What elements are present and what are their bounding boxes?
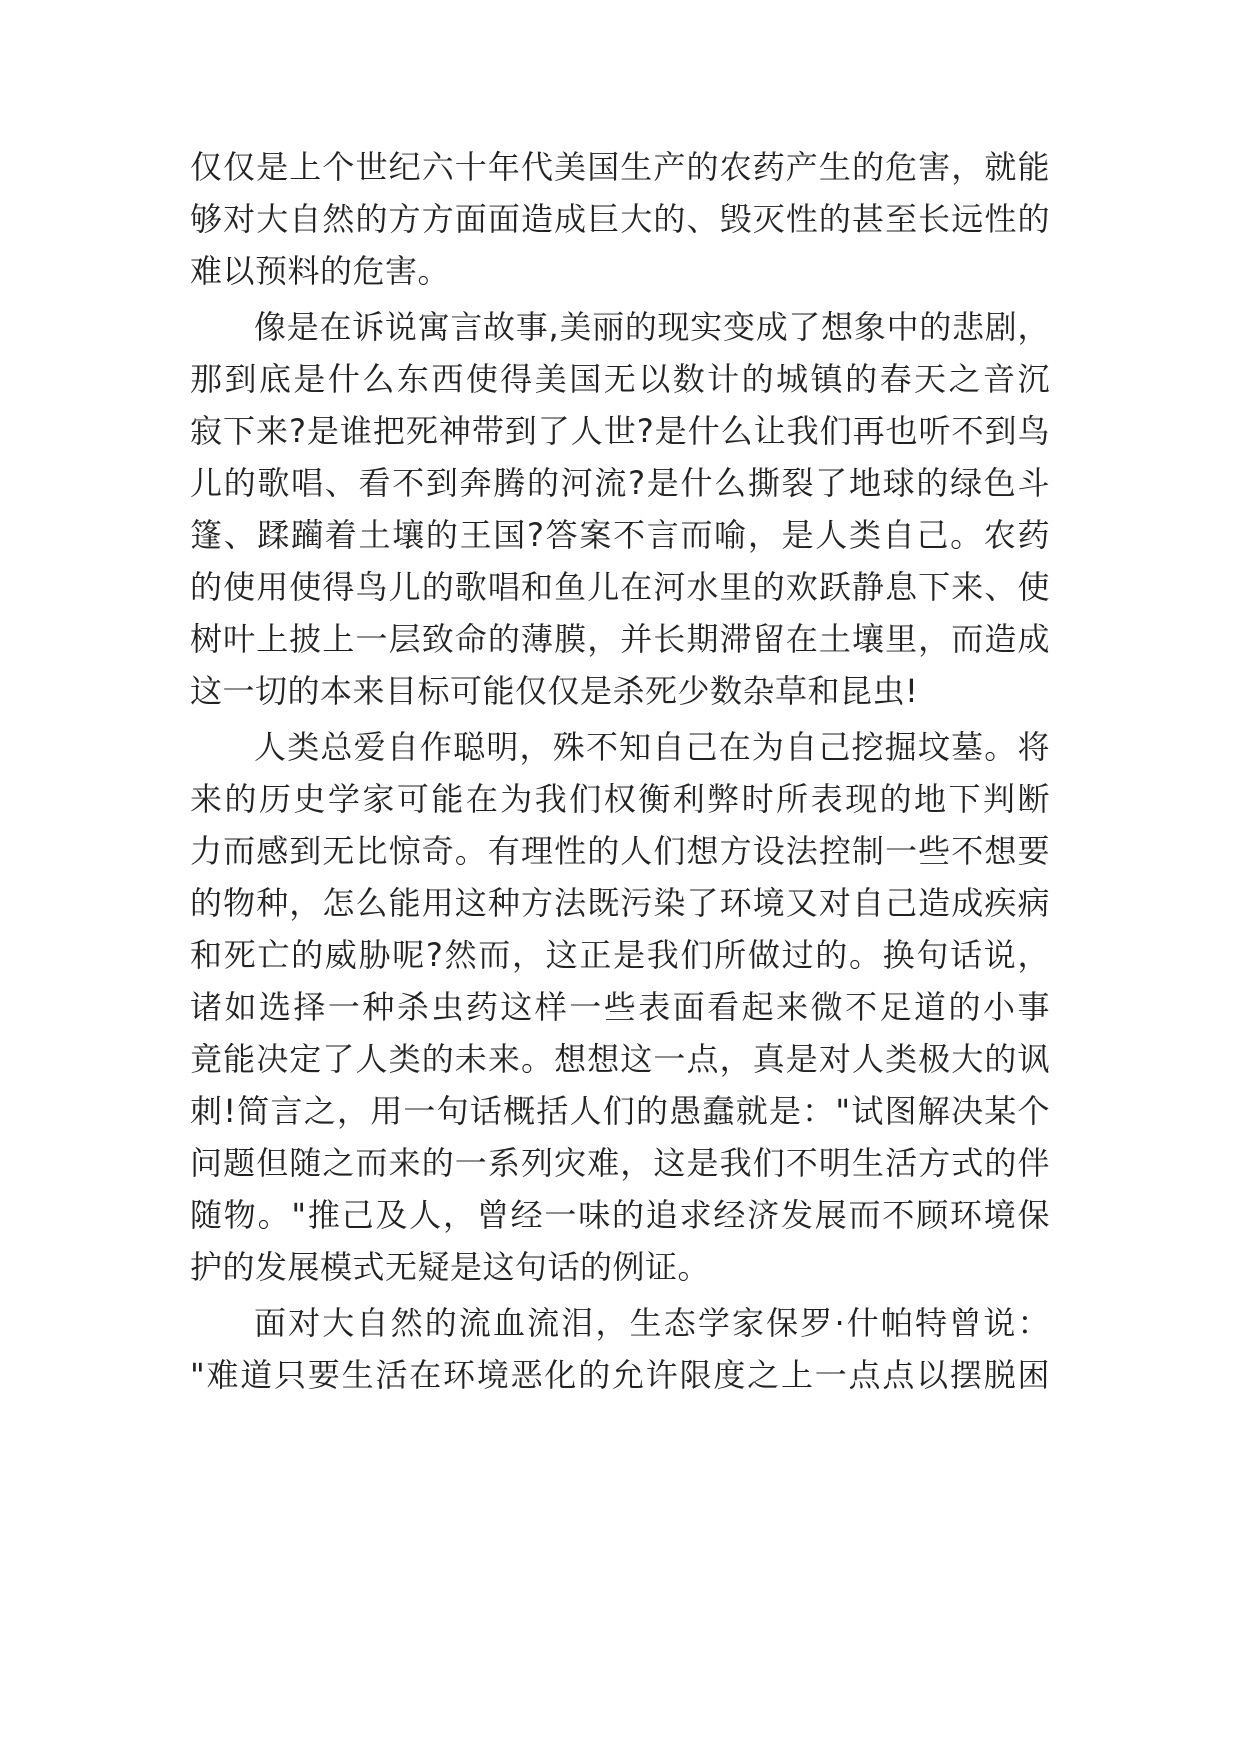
text-line: 寂下来?是谁把死神带到了人世?是什么让我们再也听不到鸟: [190, 412, 1050, 450]
text-line: 的使用使得鸟儿的歌唱和鱼儿在河水里的欢跃静息下来、使: [190, 568, 1050, 606]
text-line: 力而感到无比惊奇。有理性的人们想方设法控制一些不想要: [190, 832, 1050, 870]
text-line: 诸如选择一种杀虫药这样一些表面看起来微不足道的小事: [190, 988, 1050, 1026]
text-line: 的物种，怎么能用这种方法既污染了环境又对自己造成疾病: [190, 884, 1050, 922]
text-line: 刺!简言之，用一句话概括人们的愚蠢就是："试图解决某个: [190, 1092, 1050, 1130]
text-line: 儿的歌唱、看不到奔腾的河流?是什么撕裂了地球的绿色斗: [190, 464, 1050, 502]
paragraph-first-line: 像是在诉说寓言故事,美丽的现实变成了想象中的悲剧，: [254, 308, 1050, 346]
text-line: 那到底是什么东西使得美国无以数计的城镇的春天之音沉: [190, 360, 1050, 398]
paragraph-first-line: 人类总爱自作聪明，殊不知自己在为自己挖掘坟墓。将: [254, 728, 1050, 766]
text-line: 仅仅是上个世纪六十年代美国生产的农药产生的危害，就能: [190, 148, 1050, 186]
text-line: "难道只要生活在环境恶化的允许限度之上一点点以摆脱困: [190, 1356, 1050, 1394]
text-line: 这一切的本来目标可能仅仅是杀死少数杂草和昆虫!: [190, 672, 919, 710]
text-line: 够对大自然的方方面面造成巨大的、毁灭性的甚至长远性的: [190, 200, 1050, 238]
text-line: 问题但随之而来的一系列灾难，这是我们不明生活方式的伴: [190, 1144, 1050, 1182]
text-line: 来的历史学家可能在为我们权衡利弊时所表现的地下判断: [190, 780, 1050, 818]
paragraph-first-line: 面对大自然的流血流泪，生态学家保罗·什帕特曾说：: [254, 1304, 1050, 1342]
text-line: 难以预料的危害。: [190, 252, 451, 290]
text-line: 竟能决定了人类的未来。想想这一点，真是对人类极大的讽: [190, 1040, 1050, 1078]
text-line: 和死亡的威胁呢?然而，这正是我们所做过的。换句话说，: [190, 936, 1050, 974]
text-line: 树叶上披上一层致命的薄膜，并长期滞留在土壤里，而造成: [190, 620, 1050, 658]
text-line: 篷、蹂躏着土壤的王国?答案不言而喻，是人类自己。农药: [190, 516, 1050, 554]
text-line: 护的发展模式无疑是这句话的例证。: [190, 1248, 711, 1286]
text-line: 随物。"推己及人，曾经一味的追求经济发展而不顾环境保: [190, 1196, 1050, 1234]
